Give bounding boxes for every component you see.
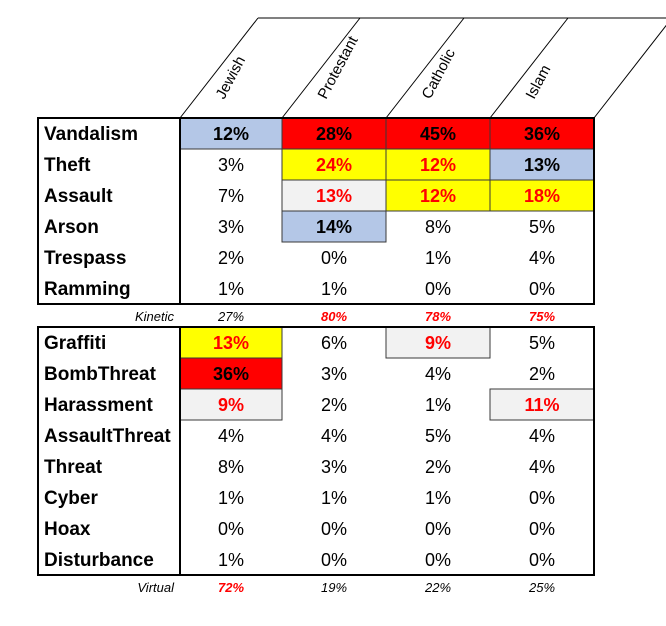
table-cell-cyber-jewish: 1% xyxy=(217,488,245,508)
summary-value-kinetic-islam: 75% xyxy=(528,309,556,324)
header-divider-line xyxy=(386,18,464,118)
table-cell-harassment-catholic: 1% xyxy=(424,395,452,415)
table-cell-vandalism-islam: 36% xyxy=(523,124,561,144)
summary-value-kinetic-jewish: 27% xyxy=(217,309,245,324)
table-cell-hoax-islam: 0% xyxy=(528,519,556,539)
column-header-jewish: Jewish xyxy=(212,53,250,102)
table-cell-trespass-islam: 4% xyxy=(528,248,556,268)
table-cell-arson-islam: 5% xyxy=(528,217,556,237)
summary-value-virtual-jewish: 72% xyxy=(217,580,245,595)
row-label-hoax: Hoax xyxy=(44,519,91,540)
summary-value-virtual-islam: 25% xyxy=(528,580,556,595)
row-label-assault: Assault xyxy=(44,186,113,207)
table-cell-cyber-islam: 0% xyxy=(528,488,556,508)
row-label-threat: Threat xyxy=(44,457,103,478)
row-label-graffiti: Graffiti xyxy=(44,333,107,354)
row-label-cyber: Cyber xyxy=(44,488,98,509)
table-cell-vandalism-jewish: 12% xyxy=(212,124,250,144)
table-cell-bombthreat-islam: 2% xyxy=(528,364,556,384)
table-cell-disturbance-islam: 0% xyxy=(528,550,556,570)
table-cell-cyber-protestant: 1% xyxy=(320,488,348,508)
table-cell-assault-catholic: 12% xyxy=(419,186,457,206)
table-cell-ramming-islam: 0% xyxy=(528,279,556,299)
table-cell-disturbance-catholic: 0% xyxy=(424,550,452,570)
table-cell-disturbance-protestant: 0% xyxy=(320,550,348,570)
table-cell-trespass-jewish: 2% xyxy=(217,248,245,268)
table-cell-arson-jewish: 3% xyxy=(217,217,245,237)
table-cell-hoax-jewish: 0% xyxy=(217,519,245,539)
table-cell-vandalism-protestant: 28% xyxy=(315,124,353,144)
header-divider-line xyxy=(594,18,666,118)
table-cell-vandalism-catholic: 45% xyxy=(419,124,457,144)
table-cell-threat-protestant: 3% xyxy=(320,457,348,477)
row-label-arson: Arson xyxy=(44,217,99,238)
table-cell-bombthreat-protestant: 3% xyxy=(320,364,348,384)
table-cell-graffiti-catholic: 9% xyxy=(424,333,452,353)
summary-value-kinetic-protestant: 80% xyxy=(320,309,348,324)
column-header-protestant: Protestant xyxy=(314,33,362,102)
table-cell-assault-protestant: 13% xyxy=(315,186,353,206)
summary-value-virtual-protestant: 19% xyxy=(320,580,348,595)
summary-value-kinetic-catholic: 78% xyxy=(424,309,452,324)
table-cell-trespass-catholic: 1% xyxy=(424,248,452,268)
table-cell-bombthreat-jewish: 36% xyxy=(212,364,250,384)
table-cell-theft-jewish: 3% xyxy=(217,155,245,175)
table-cell-assaultthreat-jewish: 4% xyxy=(217,426,245,446)
column-header-islam: Islam xyxy=(522,62,555,102)
table-cell-assaultthreat-islam: 4% xyxy=(528,426,556,446)
table-cell-assaultthreat-protestant: 4% xyxy=(320,426,348,446)
table-cell-threat-jewish: 8% xyxy=(217,457,245,477)
row-label-theft: Theft xyxy=(44,155,91,176)
table-cell-cyber-catholic: 1% xyxy=(424,488,452,508)
table-cell-graffiti-jewish: 13% xyxy=(212,333,250,353)
table-cell-threat-islam: 4% xyxy=(528,457,556,477)
table-cell-disturbance-jewish: 1% xyxy=(217,550,245,570)
table-cell-assault-islam: 18% xyxy=(523,186,561,206)
row-label-disturbance: Disturbance xyxy=(44,550,154,571)
table-cell-ramming-catholic: 0% xyxy=(424,279,452,299)
table-cell-hoax-protestant: 0% xyxy=(320,519,348,539)
table-cell-theft-catholic: 12% xyxy=(419,155,457,175)
row-label-bombthreat: BombThreat xyxy=(44,364,156,385)
table-cell-arson-protestant: 14% xyxy=(315,217,353,237)
table-cell-assaultthreat-catholic: 5% xyxy=(424,426,452,446)
table-cell-theft-protestant: 24% xyxy=(315,155,353,175)
row-label-trespass: Trespass xyxy=(44,248,127,269)
summary-label-virtual: Virtual xyxy=(137,580,174,595)
table-cell-graffiti-protestant: 6% xyxy=(320,333,348,353)
table-cell-ramming-jewish: 1% xyxy=(217,279,245,299)
table-cell-arson-catholic: 8% xyxy=(424,217,452,237)
row-label-harassment: Harassment xyxy=(44,395,153,416)
table-cell-bombthreat-catholic: 4% xyxy=(424,364,452,384)
table-cell-harassment-islam: 11% xyxy=(524,395,560,415)
column-header-catholic: Catholic xyxy=(418,46,459,102)
summary-value-virtual-catholic: 22% xyxy=(424,580,452,595)
header-divider-line xyxy=(490,18,568,118)
table-cell-trespass-protestant: 0% xyxy=(320,248,348,268)
header-divider-line xyxy=(282,18,360,118)
row-label-assaultthreat: AssaultThreat xyxy=(44,426,171,447)
table-cell-ramming-protestant: 1% xyxy=(320,279,348,299)
table-cell-theft-islam: 13% xyxy=(523,155,561,175)
table-cell-threat-catholic: 2% xyxy=(424,457,452,477)
table-cell-harassment-jewish: 9% xyxy=(217,395,245,415)
row-label-vandalism: Vandalism xyxy=(44,124,138,145)
summary-label-kinetic: Kinetic xyxy=(134,309,174,324)
table-cell-assault-jewish: 7% xyxy=(217,186,245,206)
header-divider-line xyxy=(180,18,258,118)
table-cell-graffiti-islam: 5% xyxy=(528,333,556,353)
row-label-ramming: Ramming xyxy=(44,279,131,300)
table-cell-harassment-protestant: 2% xyxy=(320,395,348,415)
table-cell-hoax-catholic: 0% xyxy=(424,519,452,539)
